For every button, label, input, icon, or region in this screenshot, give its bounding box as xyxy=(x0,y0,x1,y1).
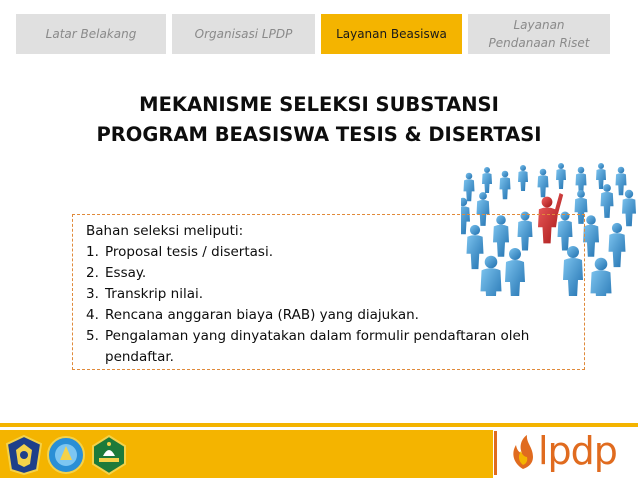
kemendikbud-emblem-icon xyxy=(46,434,86,476)
lpdp-flame-logo-icon xyxy=(507,433,539,471)
tab-latar-belakang[interactable] xyxy=(16,14,166,54)
person-figure xyxy=(464,173,475,202)
top-navigation-tabs xyxy=(0,0,638,58)
item-text: Essay. xyxy=(105,265,147,281)
person-figure xyxy=(622,190,636,226)
kemenag-emblem-icon xyxy=(89,434,129,476)
item-text: Rencana anggaran biaya (RAB) yang diajukan. xyxy=(105,307,419,323)
materials-intro: Bahan seleksi meliputi: xyxy=(86,223,244,239)
person-figure xyxy=(616,167,627,196)
tab-layanan-pendanaan-riset[interactable] xyxy=(468,14,610,54)
lpdp-logo-text: lpdp xyxy=(538,429,617,473)
item-text: Proposal tesis / disertasi. xyxy=(105,244,273,260)
tab-label: Organisasi LPDP xyxy=(194,27,293,41)
list-item xyxy=(86,305,584,326)
list-item xyxy=(86,326,584,368)
item-number: 4. xyxy=(86,307,99,323)
item-number: 2. xyxy=(86,265,99,281)
list-item xyxy=(86,242,584,263)
kemenkeu-emblem-icon xyxy=(4,434,44,476)
item-text: Transkrip nilai. xyxy=(105,286,204,302)
title-line-1: MEKANISME SELEKSI SUBSTANSI xyxy=(139,93,499,116)
footer-divider xyxy=(494,431,497,475)
person-figure xyxy=(601,184,614,218)
item-text: Pengalaman yang dinyatakan dalam formulir pendaftaran oleh pendaftar. xyxy=(105,328,530,365)
materials-list xyxy=(86,242,584,368)
tab-label: Layanan Beasiswa xyxy=(336,27,447,41)
list-item xyxy=(86,284,584,305)
tab-label: Latar Belakang xyxy=(45,27,137,41)
person-figure xyxy=(591,258,612,296)
person-figure xyxy=(609,223,626,267)
title-line-2: PROGRAM BEASISWA TESIS & DISERTASI xyxy=(96,123,542,146)
item-number: 5. xyxy=(86,328,99,344)
tab-label: Layanan Pendanaan Riset xyxy=(488,18,590,50)
selection-materials-box xyxy=(72,214,585,370)
tab-organisasi-lpdp[interactable] xyxy=(172,14,315,54)
person-figure xyxy=(500,171,511,200)
person-figure xyxy=(538,169,549,198)
person-figure xyxy=(518,165,528,191)
person-figure xyxy=(583,215,599,257)
person-figure xyxy=(482,167,492,193)
page-title xyxy=(0,90,638,150)
person-figure xyxy=(556,163,566,189)
list-item xyxy=(86,263,584,284)
item-number: 3. xyxy=(86,286,99,302)
item-number: 1. xyxy=(86,244,99,260)
tab-layanan-beasiswa[interactable] xyxy=(321,14,462,54)
